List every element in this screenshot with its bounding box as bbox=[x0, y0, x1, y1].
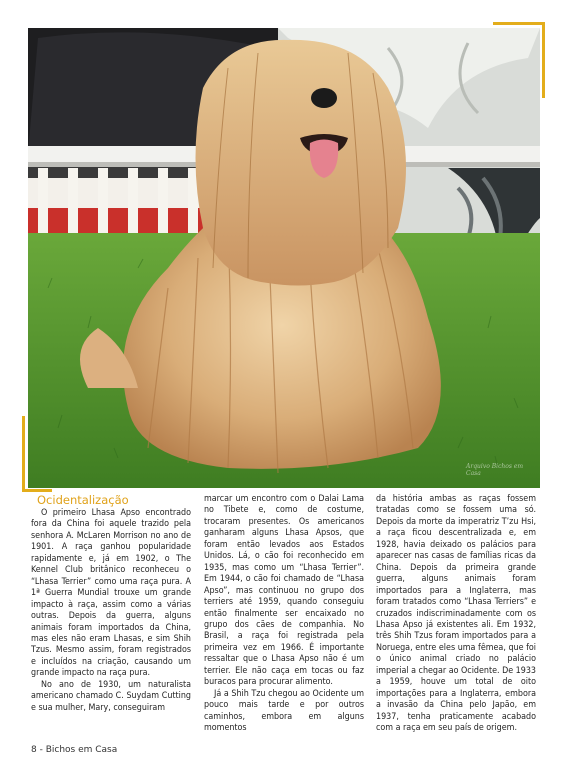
photo-watermark: Arquivo Bichos em Casa bbox=[466, 463, 524, 477]
page-footer: 8 - Bichos em Casa bbox=[31, 745, 118, 755]
lhasa-apso-photo bbox=[28, 28, 540, 488]
article-column-2 bbox=[204, 494, 364, 735]
accent-corner-top-right bbox=[493, 22, 545, 98]
paragraph: marcar um encontro com o Dalai Lama no Tibete e, como de costume, trocaram presentes. Os americanos ganharam alguns Lhasa Apsos, que foram então levados aos Estados Unidos. Lá, o cão foi reconhecido em 1935, mas como um “Lhasa Terrier”. Em 1944, o cão foi chamado de “Lhasa Apso”, mas continuou no grupo dos terriers até 1959, quando conseguiu então finalmente ser encaixado no grupo dos cães de companhia. No Brasil, a raça foi registrada pela primeira vez em 1966. É importante ressaltar que o Lhasa Apso não é um terrier. Ele não caça em tocas ou faz buracos para procurar alimento. bbox=[204, 494, 364, 688]
paragraph: Já a Shih Tzu chegou ao Ocidente um pouco mais tarde e por outros caminhos, embora em alguns momentos bbox=[204, 688, 364, 734]
paragraph: O primeiro Lhasa Apso encontrado fora da China foi aquele trazido pela senhora A. McLaren Morrison no ano de 1901. A raça ganhou popularidade rapidamente e, já em 1902, o The Kennel Club britânico reconheceu o “Lhasa Terrier” como uma raça pura. A 1ª Guerra Mundial trouxe um grande impacto à raça, assim como a várias outras. Depois da guerra, alguns animais foram importados da China, mas eles não eram Lhasas, e sim Shih Tzus. Mesmo assim, foram registrados e incluídos na criação, causando um grande impacto na raça pura. bbox=[31, 508, 191, 679]
article-column-3 bbox=[376, 494, 536, 735]
paragraph: No ano de 1930, um naturalista americano chamado C. Suydam Cutting e sua mulher, Mary, conseguiram bbox=[31, 679, 191, 713]
section-heading: Ocidentalização bbox=[37, 493, 129, 507]
paragraph: da história ambas as raças fossem tratadas como se fossem uma só. Depois da morte da imperatriz T’zu Hsi, a raça ficou descentralizada e, em 1928, havia deixado os palácios para aparecer nas casas de famílias ricas da China. Depois da primeira grande guerra, alguns animais foram importados para a Inglaterra, mas foram tratados como “Lhasa Terriers” e cruzados indiscriminadamente com os Lhasa Apso já existentes ali. Em 1932, três Shih Tzus foram importados para a Noruega, entre eles uma fêmea, que foi o único animal criado no palácio imperial a chegar ao Ocidente. De 1933 a 1959, houve um total de oito importações para a Inglaterra, embora a invasão da China pelo Japão, em 1937, tenha praticamente acabado com a raça em seu país de origem. bbox=[376, 494, 536, 734]
article-column-1 bbox=[31, 508, 191, 714]
accent-corner-bottom-left bbox=[22, 416, 52, 492]
